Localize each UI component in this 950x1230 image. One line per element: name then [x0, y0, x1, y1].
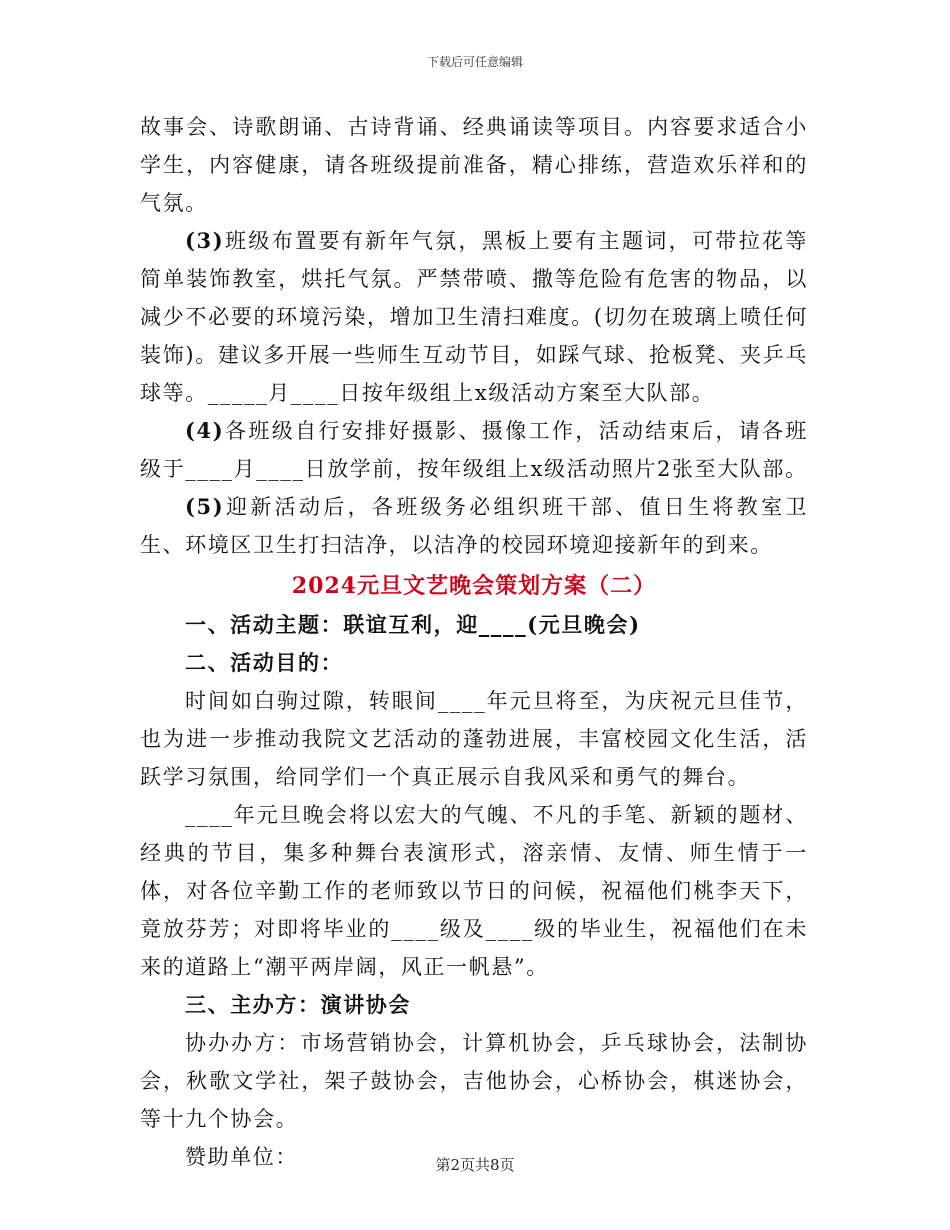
page-footer: 第2页共8页: [435, 1156, 515, 1174]
paragraph-cleanup: [140, 488, 808, 564]
section-title: 2024元旦文艺晚会策划方案（二）: [291, 573, 657, 599]
paragraph-photography: [140, 412, 808, 488]
item-number: (3): [185, 228, 225, 253]
paragraph-co-organizers: 协办办方：市场营销协会，计算机协会，乒乓球协会，法制协会，秋歌文学社，架子鼓协会，吉他协会，心桥协会，棋迷协会，等十九个协会。: [140, 1031, 808, 1131]
paragraph-gala-description: ____年元旦晚会将以宏大的气魄、不凡的手笔、新颖的题材、经典的节目，集多种舞台表演形式，溶亲情、友情、师生情于一体，对各位辛勤工作的老师致以节日的问候，祝福他们桃李天下，竟放芬芳；对即将毕业的____级及____级的毕业生，祝福他们在未来的道路上“潮平两岸阔，风正一帆悬”。: [140, 803, 808, 979]
heading-purpose: 二、活动目的：: [185, 650, 344, 675]
item-number: (4): [185, 418, 225, 443]
paragraph-purpose: 时间如白驹过隙，转眼间____年元旦将至，为庆祝元旦佳节，也为进一步推动我院文艺活动的蓬勃进展，丰富校园文化生活，活跃学习氛围，给同学们一个真正展示自我风采和勇气的舞台。: [140, 689, 808, 789]
paragraph-program-requirements: 故事会、诗歌朗诵、古诗背诵、经典诵读等项目。内容要求适合小学生，内容健康，请各班级提前准备，精心排练，营造欢乐祥和的气氛。: [140, 115, 808, 215]
heading-theme: 一、活动主题：联谊互利，迎____(元旦晚会): [185, 612, 641, 637]
item-text: 班级布置要有新年气氛，黑板上要有主题词，可带拉花等简单装饰教室，烘托气氛。严禁带喷、撒等危险有危害的物品，以减少不必要的环境污染，增加卫生清扫难度。(切勿在玻璃上喷任何装饰)。建议多开展一些师生互动节目，如踩气球、抢板凳、夹乒乓球等。_____月____日按年级组上x级活动方案至大队部。: [140, 229, 808, 405]
document-body: [140, 108, 808, 1176]
heading-organizer: 三、主办方：演讲协会: [185, 992, 411, 1017]
item-number: (5): [185, 494, 225, 519]
paragraph-sponsors: 赞助单位：: [185, 1145, 298, 1169]
paragraph-classroom-decoration: [140, 222, 808, 412]
item-text: 各班级自行安排好摄影、摄像工作，活动结束后，请各班级于____月____日放学前，按年级组上x级活动照片2张至大队部。: [140, 419, 808, 481]
page-header: 下载后可任意编辑: [426, 55, 523, 69]
item-text: 迎新活动后，各班级务必组织班干部、值日生将教室卫生、环境区卫生打扫洁净，以洁净的校园环境迎接新年的到来。: [140, 495, 808, 557]
